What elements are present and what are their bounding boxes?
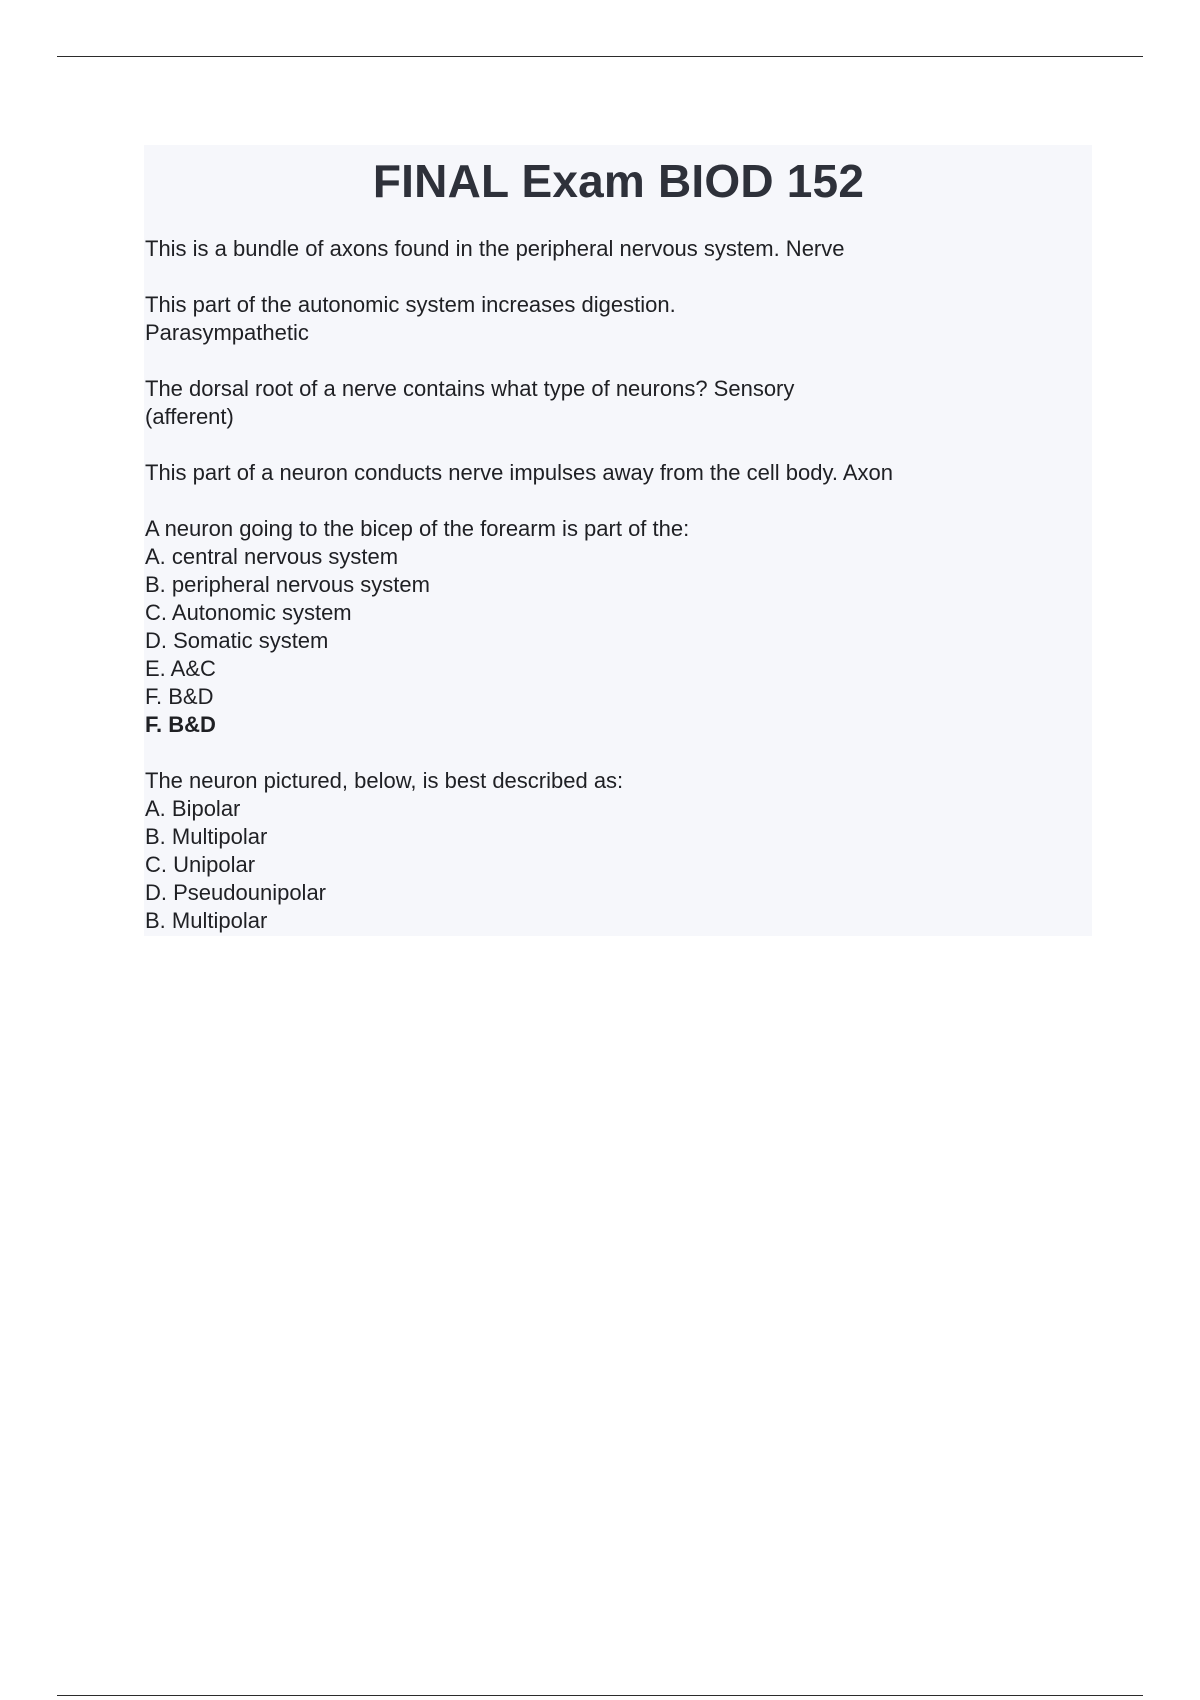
question-item [145, 235, 1005, 263]
option-text: A. Bipolar [145, 796, 241, 821]
option-text: B. peripheral nervous system [145, 572, 430, 597]
option-text: D. Somatic system [145, 628, 329, 653]
answer-text: Parasympathetic [145, 320, 309, 345]
footer-rule [57, 1695, 1143, 1696]
header-rule [57, 56, 1143, 57]
answer-text: (afferent) [145, 404, 234, 429]
document-content [144, 145, 1092, 936]
answer-text: B. Multipolar [145, 908, 268, 933]
question-text: A neuron going to the bicep of the forearm is part of the: [145, 516, 690, 541]
option-text: F. B&D [145, 684, 214, 709]
option-text: C. Autonomic system [145, 600, 352, 625]
option-text: C. Unipolar [145, 852, 256, 877]
question-text: This is a bundle of axons found in the peripheral nervous system. Nerve [145, 236, 845, 261]
answer-text: F. B&D [145, 712, 216, 737]
option-text: A. central nervous system [145, 544, 399, 569]
question-text: The dorsal root of a nerve contains what type of neurons? Sensory [145, 376, 795, 401]
question-item [145, 767, 1005, 935]
question-item [145, 291, 1005, 347]
question-item [145, 515, 1005, 739]
question-text: The neuron pictured, below, is best described as: [145, 768, 624, 793]
question-text: This part of the autonomic system increases digestion. [145, 292, 676, 317]
question-item [145, 375, 1005, 431]
option-text: E. A&C [145, 656, 216, 681]
option-text: D. Pseudounipolar [145, 880, 327, 905]
question-item [145, 459, 1005, 487]
option-text: B. Multipolar [145, 824, 268, 849]
question-text: This part of a neuron conducts nerve impulses away from the cell body. Axon [145, 460, 893, 485]
document-title: FINAL Exam BIOD 152 [372, 155, 865, 207]
